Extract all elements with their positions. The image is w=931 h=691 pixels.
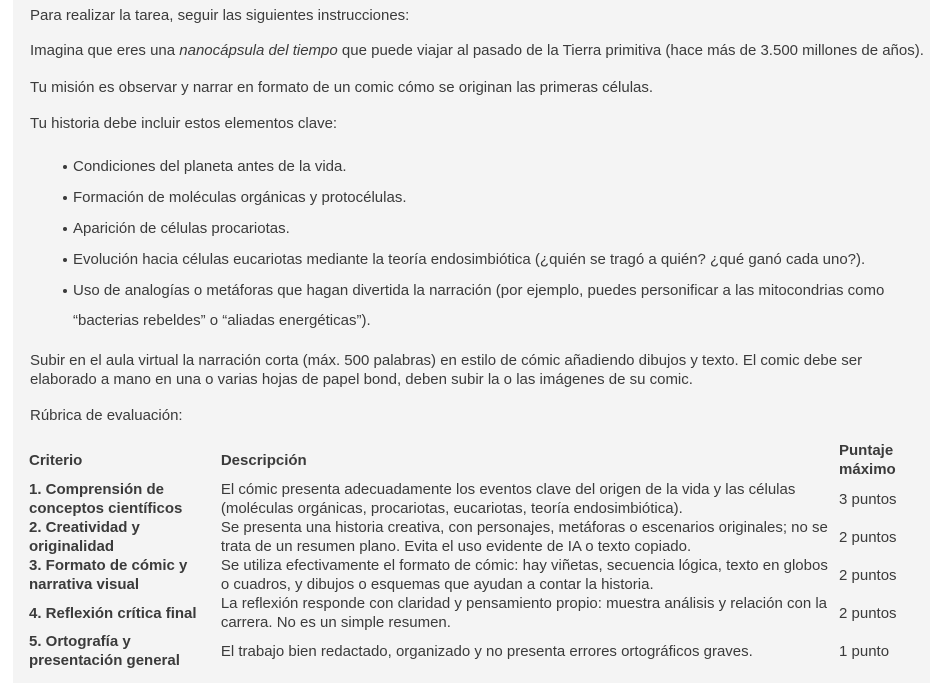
table-row [29,556,909,594]
list-item: Aparición de células procariotas. [30,214,925,244]
points-cell: 2 puntos [839,566,897,584]
imagine-before: Imagina que eres una [30,42,180,59]
points-cell: 3 puntos [839,490,897,508]
description-cell: La reflexión responde con claridad y pensamiento propio: muestra análisis y relación con la carrera. No es un simple resumen. [220,595,828,631]
instructions-card [13,0,930,683]
criterion-cell: 2. Creatividad y originalidad [29,519,140,555]
imagine-after: que puede viajar al pasado de la Tierra primitiva (hace más de 3.500 millones de años). [337,42,924,59]
points-cell: 1 punto [839,642,890,660]
list-item: Uso de analogías o metáforas que hagan divertida la narración (por ejemplo, puedes personificar a las mitocondrias como “bacterias rebeldes” o “aliadas energéticas”). [30,276,925,336]
description-header: Descripción [220,451,307,469]
description-cell: Se utiliza efectivamente el formato de cómic: hay viñetas, secuencia lógica, texto en globos o cuadros, y dibujos o esquemas que ayudan a contar la historia. [220,557,828,593]
rubric-label: Rúbrica de evaluación: [30,407,183,424]
description-cell: Se presenta una historia creativa, con personajes, metáforas o escenarios originales; no se trata de un resumen plano. Evita el uso evidente de IA o texto copiado. [220,519,828,555]
description-cell: El cómic presenta adecuadamente los eventos clave del origen de la vida y las células (moléculas orgánicas, procariotas, eucariotas, teoría endosimbiótica). [220,481,796,517]
list-item: Formación de moléculas orgánicas y protocélulas. [30,183,925,213]
submit-instructions: Subir en el aula virtual la narración corta (máx. 500 palabras) en estilo de cómic añadiendo dibujos y texto. El comic debe ser elaborado a mano en una o varias hojas de papel bond, deben subir la o las imágenes de su comic. [30,352,863,388]
criterion-header: Criterio [29,451,83,469]
criterion-cell: 4. Reflexión crítica final [29,604,197,622]
rubric-header-row [29,440,909,480]
points-cell: 2 puntos [839,528,897,546]
table-row [29,594,909,632]
history-intro: Tu historia debe incluir estos elementos clave: [30,115,338,132]
points-header: Puntaje máximo [839,442,896,478]
key-elements-list [30,152,925,337]
table-row [29,518,909,556]
criterion-cell: 3. Formato de cómic y narrativa visual [29,557,188,593]
rubric-table [29,440,909,670]
description-cell: El trabajo bien redactado, organizado y no presenta errores ortográficos graves. [220,642,753,660]
mission-text: Tu misión es observar y narrar en formato de un comic cómo se originan las primeras células. [30,79,654,96]
points-cell: 2 puntos [839,604,897,622]
imagine-paragraph [30,41,925,60]
imagine-emphasis: nanocápsula del tiempo [179,42,338,59]
table-row [29,480,909,518]
list-item: Evolución hacia células eucariotas mediante la teoría endosimbiótica (¿quién se tragó a quién? ¿qué ganó cada uno?). [30,245,925,275]
criterion-cell: 1. Comprensión de conceptos científicos [29,481,183,517]
criterion-cell: 5. Ortografía y presentación general [29,633,180,669]
intro-text: Para realizar la tarea, seguir las siguientes instrucciones: [30,7,410,24]
table-row [29,632,909,670]
list-item: Condiciones del planeta antes de la vida. [30,152,925,182]
